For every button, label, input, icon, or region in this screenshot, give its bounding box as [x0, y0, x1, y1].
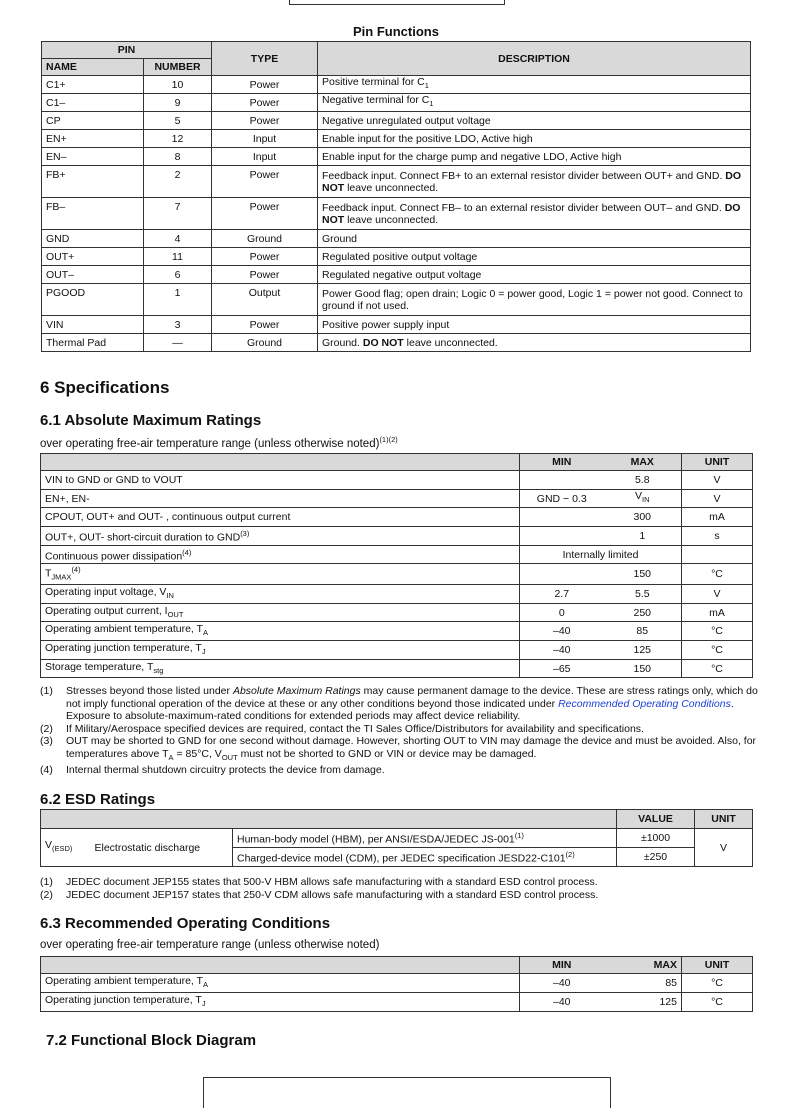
table-row [42, 166, 751, 198]
max-value: $V_{IN}$ [604, 489, 682, 508]
pin-type: Power [212, 166, 318, 198]
pin-description: Enable input for the charge pump and negative LDO, Active high [318, 148, 751, 166]
table-row [42, 230, 751, 248]
param: Operating junction temperature, $T_J$ [41, 641, 520, 660]
section-6-2-heading: 6.2 ESD Ratings [40, 791, 156, 808]
unit: °C [682, 564, 753, 585]
max-value: 5.8 [604, 471, 682, 490]
table-row [41, 974, 753, 993]
table-row [42, 284, 751, 316]
header-unit: UNIT [695, 810, 753, 829]
unit [682, 545, 753, 564]
header-max: MAX [604, 957, 682, 974]
unit: °C [682, 659, 753, 678]
table-row [41, 585, 753, 604]
unit: s [682, 527, 753, 546]
table-row [41, 471, 753, 490]
unit: °C [682, 641, 753, 660]
table-row [42, 94, 751, 112]
param: Continuous power dissipation$^{(4)}$ [41, 545, 520, 564]
unit: mA [682, 603, 753, 622]
pin-name: FB– [42, 198, 144, 230]
header-min: MIN [520, 957, 604, 974]
param: Operating input voltage, $V_{IN}$ [41, 585, 520, 604]
pin-description: Positive terminal for $C_1$ [318, 76, 751, 94]
pin-type: Power [212, 112, 318, 130]
header-pin: PIN [42, 42, 212, 59]
param: CPOUT, OUT+ and OUT- , continuous output current [41, 508, 520, 527]
param: VIN to GND or GND to VOUT [41, 471, 520, 490]
pin-name: VIN [42, 316, 144, 334]
table-row [42, 130, 751, 148]
header-description: DESCRIPTION [318, 42, 751, 76]
table-row [42, 334, 751, 352]
min-value: 0 [520, 603, 604, 622]
pin-name: CP [42, 112, 144, 130]
pin-description: Feedback input. Connect FB– to an external resistor divider between OUT– and GND. DO NOT leave unconnected. [318, 198, 751, 230]
esd-parameter: Electrostatic discharge [91, 829, 233, 867]
esd-unit: V [695, 829, 753, 867]
pin-description: Feedback input. Connect FB+ to an external resistor divider between OUT+ and GND. DO NOT leave unconnected. [318, 166, 751, 198]
max-value: 85 [604, 622, 682, 641]
section-6-1-heading: 6.1 Absolute Maximum Ratings [40, 412, 262, 429]
esd-value: ±1000 [617, 829, 695, 848]
min-value: –65 [520, 659, 604, 678]
pin-number: 12 [144, 130, 212, 148]
header-unit: UNIT [682, 957, 753, 974]
recommended-operating-conditions-table [40, 956, 753, 1012]
header-unit: UNIT [682, 454, 753, 471]
pin-description: Negative unregulated output voltage [318, 112, 751, 130]
figure-frame-top [289, 0, 505, 5]
max-value: 125 [604, 641, 682, 660]
header-parameter [41, 454, 520, 471]
pin-description: Ground [318, 230, 751, 248]
block-diagram-frame [203, 1077, 611, 1108]
min-value: –40 [520, 993, 604, 1012]
unit: °C [682, 993, 753, 1012]
unit: V [682, 471, 753, 490]
pin-number: — [144, 334, 212, 352]
table-row [41, 545, 753, 564]
param: Operating junction temperature, $T_J$ [41, 993, 520, 1012]
esd-symbol: $V_{(ESD)}$ [41, 829, 91, 867]
table-row [41, 489, 753, 508]
pin-name: FB+ [42, 166, 144, 198]
esd-condition: Charged-device model (CDM), per JEDEC specification JESD22-C101$^{(2)}$ [233, 848, 617, 867]
section-7-2-heading: 7.2 Functional Block Diagram [46, 1032, 257, 1049]
param: $T_{JMAX}^{(4)}$ [41, 564, 520, 585]
section-6-3-subtitle: over operating free-air temperature range (unless otherwise noted) [40, 939, 380, 951]
param: Operating output current, $I_{OUT}$ [41, 603, 520, 622]
pin-name: PGOOD [42, 284, 144, 316]
pin-description: Negative terminal for $C_1$ [318, 94, 751, 112]
pin-type: Power [212, 266, 318, 284]
header-parameter [41, 957, 520, 974]
pin-type: Input [212, 148, 318, 166]
max-value: 125 [604, 993, 682, 1012]
pin-type: Ground [212, 334, 318, 352]
pin-type: Power [212, 94, 318, 112]
pin-functions-table [41, 41, 751, 352]
table-row [42, 76, 751, 94]
pin-name: EN– [42, 148, 144, 166]
max-value: 85 [604, 974, 682, 993]
table-row [41, 622, 753, 641]
footnote: (1) Stresses beyond those listed under Absolute Maximum Ratings may cause permanent damage to the device. These are stress ratings only, which do not imply functional operation of the device at these or any other conditions beyond those indicated under Recommended Operating Conditions. Exposure to absolute-maximum-rated conditions for extended periods may affect device reliability. [40, 685, 758, 722]
pin-number: 7 [144, 198, 212, 230]
pin-number: 11 [144, 248, 212, 266]
pin-number: 8 [144, 148, 212, 166]
pin-name: C1– [42, 94, 144, 112]
pin-description: Ground. DO NOT leave unconnected. [318, 334, 751, 352]
absolute-max-notes [40, 685, 760, 777]
max-value: 150 [604, 564, 682, 585]
section-6-3-heading: 6.3 Recommended Operating Conditions [40, 915, 331, 932]
unit: °C [682, 974, 753, 993]
header-value: VALUE [617, 810, 695, 829]
section-6-heading: 6 Specifications [40, 378, 170, 397]
header-max: MAX [604, 454, 682, 471]
pin-name: C1+ [42, 76, 144, 94]
max-value: 5.5 [604, 585, 682, 604]
pin-name: EN+ [42, 130, 144, 148]
unit: °C [682, 622, 753, 641]
table-row [41, 829, 753, 848]
header-min: MIN [520, 454, 604, 471]
param: Storage temperature, $T_{stg}$ [41, 659, 520, 678]
pin-number: 5 [144, 112, 212, 130]
table-row [42, 316, 751, 334]
footnote: (3) OUT may be shorted to GND for one second without damage. However, shorting OUT to VIN may damage the device and must be avoided. Also, for temperatures above $T_A = 85^\circ C$, $V_{OUT}$ must not be shorted to GND or VIN or device may be damaged. [40, 735, 757, 762]
unit: V [682, 585, 753, 604]
esd-condition: Human-body model (HBM), per ANSI/ESDA/JEDEC JS-001$^{(1)}$ [233, 829, 617, 848]
footnote: (2) If Military/Aerospace specified devices are required, contact the TI Sales Office/Distributors for availability and specifications. [40, 722, 644, 735]
absolute-max-ratings-table [40, 453, 753, 678]
table-row [41, 641, 753, 660]
table-row [42, 148, 751, 166]
min-value: GND − 0.3 [520, 489, 604, 508]
min-value: –40 [520, 641, 604, 660]
pin-number: 9 [144, 94, 212, 112]
pin-type: Ground [212, 230, 318, 248]
min-value: 2.7 [520, 585, 604, 604]
pin-name: Thermal Pad [42, 334, 144, 352]
min-value: –40 [520, 974, 604, 993]
param: OUT+, OUT- short-circuit duration to GND$^{(3)}$ [41, 527, 520, 546]
pin-type: Power [212, 198, 318, 230]
esd-ratings-table [40, 809, 753, 867]
pin-type: Output [212, 284, 318, 316]
param: EN+, EN- [41, 489, 520, 508]
esd-value: ±250 [617, 848, 695, 867]
table-row [42, 266, 751, 284]
pin-number: 1 [144, 284, 212, 316]
header-name: NAME [42, 59, 144, 76]
footnote: (1) JEDEC document JEP155 states that 500-V HBM allows safe manufacturing with a standard ESD control process. [40, 876, 598, 888]
min-value [520, 471, 604, 490]
pin-number: 4 [144, 230, 212, 248]
pin-number: 2 [144, 166, 212, 198]
esd-notes [40, 876, 760, 901]
pin-description: Positive power supply input [318, 316, 751, 334]
recommended-operating-conditions-link[interactable]: Recommended Operating Conditions [558, 697, 731, 710]
header-type: TYPE [212, 42, 318, 76]
pin-type: Power [212, 76, 318, 94]
max-value: 1 [604, 527, 682, 546]
min-value [520, 508, 604, 527]
pin-description: Enable input for the positive LDO, Active high [318, 130, 751, 148]
max-value: 300 [604, 508, 682, 527]
header-number: NUMBER [144, 59, 212, 76]
header-blank [41, 810, 617, 829]
param: Operating ambient temperature, $T_A$ [41, 974, 520, 993]
table-row [41, 993, 753, 1012]
pin-type: Power [212, 316, 318, 334]
unit: V [682, 489, 753, 508]
max-value: 250 [604, 603, 682, 622]
footnote: (2) JEDEC document JEP157 states that 250-V CDM allows safe manufacturing with a standard ESD control process. [40, 888, 599, 901]
section-6-1-subtitle: over operating free-air temperature range (unless otherwise noted)$^{(1)(2)}$ [40, 435, 398, 450]
pin-description: Regulated positive output voltage [318, 248, 751, 266]
pin-name: OUT+ [42, 248, 144, 266]
table-row [41, 508, 753, 527]
pin-name: GND [42, 230, 144, 248]
min-value [520, 527, 604, 546]
pin-type: Input [212, 130, 318, 148]
table-row [42, 112, 751, 130]
table-row [42, 198, 751, 230]
table-row [41, 527, 753, 546]
pin-description: Power Good flag; open drain; Logic 0 = power good, Logic 1 = power not good. Connect to ground if not used. [318, 284, 751, 316]
param: Operating ambient temperature, $T_A$ [41, 622, 520, 641]
pin-description: Regulated negative output voltage [318, 266, 751, 284]
pin-name: OUT– [42, 266, 144, 284]
table-row [42, 248, 751, 266]
pin-type: Power [212, 248, 318, 266]
min-max-span-value: Internally limited [520, 545, 682, 564]
unit: mA [682, 508, 753, 527]
min-value: –40 [520, 622, 604, 641]
footnote: (4) Internal thermal shutdown circuitry protects the device from damage. [40, 764, 385, 777]
pin-number: 3 [144, 316, 212, 334]
table-row [41, 564, 753, 585]
pin-functions-title: Pin Functions [353, 24, 439, 39]
pin-number: 10 [144, 76, 212, 94]
table-row [41, 659, 753, 678]
table-row [41, 603, 753, 622]
max-value: 150 [604, 659, 682, 678]
min-value [520, 564, 604, 585]
pin-number: 6 [144, 266, 212, 284]
